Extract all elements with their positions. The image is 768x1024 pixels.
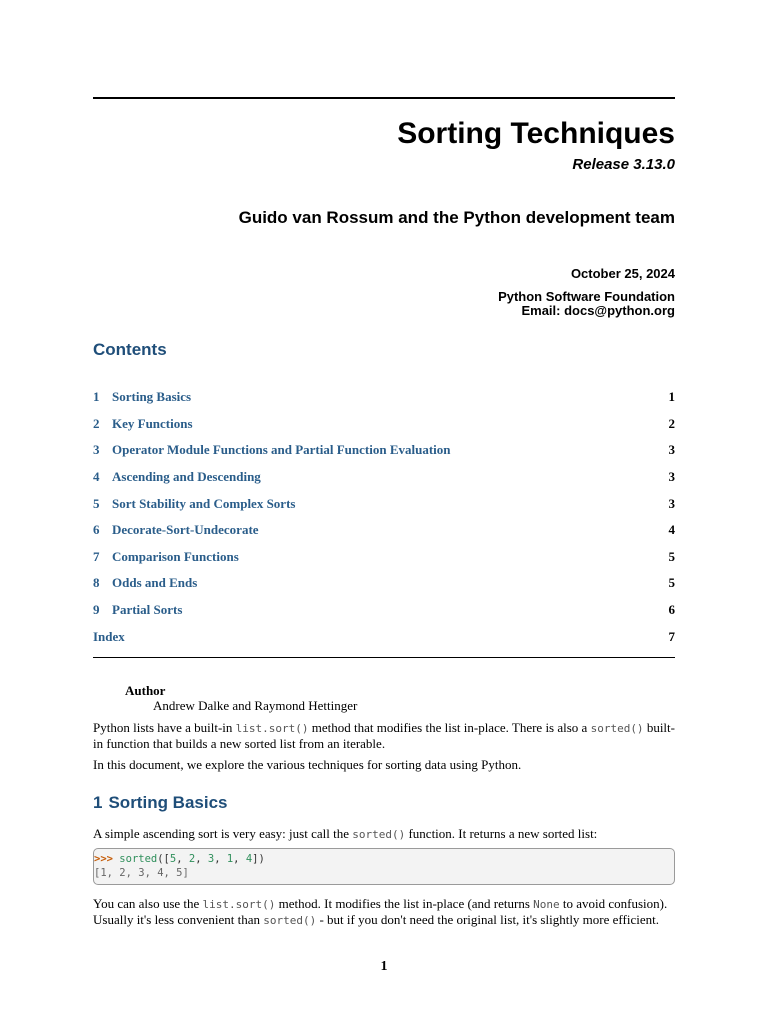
toc-item-number: 1	[93, 389, 100, 405]
toc-item-page: 3	[668, 442, 675, 458]
text-run: You can also use the	[93, 896, 203, 911]
code-prompt: >>>	[94, 853, 113, 865]
intro-paragraph-2: In this document, we explore the various techniques for sorting data using Python.	[93, 757, 522, 772]
toc-item-link[interactable]: Sorting Basics	[112, 389, 192, 405]
toc-item-link[interactable]: Key Functions	[112, 415, 193, 431]
code-punctuation: ])	[252, 853, 265, 865]
toc-item-number: 9	[93, 602, 100, 618]
code-number: 4	[245, 853, 253, 865]
toc-item-page: 4	[668, 522, 675, 538]
text-run: to avoid confusion). Usually it's less convenient than	[93, 896, 668, 927]
page-number: 1	[380, 959, 388, 974]
section-title: Sorting Basics	[108, 793, 228, 812]
toc-item-number: 2	[93, 415, 100, 431]
code-number: 3	[207, 853, 215, 865]
toc-item-page: 7	[668, 628, 675, 644]
toc-index-link[interactable]: Index	[93, 628, 125, 644]
inline-code: list.sort()	[202, 898, 276, 911]
code-example[interactable]: >>> sorted([5, 2, 3, 1, 4]) [1, 2, 3, 4, 5]	[93, 848, 675, 885]
toc-item[interactable]	[93, 490, 675, 517]
toc-item-page: 3	[668, 469, 675, 485]
toc-item-index[interactable]	[93, 623, 675, 650]
code-number: 1	[226, 853, 234, 865]
section-number: 1	[93, 793, 103, 812]
toc-item[interactable]	[93, 597, 675, 624]
toc-item-link[interactable]: Comparison Functions	[112, 548, 239, 564]
text-run: function. It returns a new sorted list:	[405, 826, 598, 841]
toc-item-link[interactable]: Ascending and Descending	[112, 469, 261, 485]
inline-code: sorted()	[590, 722, 644, 735]
toc-item-link[interactable]: Decorate-Sort-Undecorate	[112, 522, 259, 538]
code-punctuation: ([	[157, 853, 170, 865]
author-label: Author	[125, 683, 166, 698]
section-divider	[93, 657, 675, 658]
contents-heading: Contents	[93, 340, 167, 359]
intro-paragraph	[93, 720, 675, 751]
document-title: Sorting Techniques	[397, 117, 675, 150]
toc-item[interactable]	[93, 517, 675, 544]
publication-date: October 25, 2024	[570, 266, 675, 281]
toc-item-page: 5	[668, 575, 675, 591]
text-run: A simple ascending sort is very easy: just call the	[93, 826, 353, 841]
toc-item-page: 3	[668, 495, 675, 511]
text-run: - but if you don't need the original list, it's slightly more efficient.	[316, 912, 659, 927]
toc-item-page: 1	[668, 389, 675, 405]
text-run: Python lists have a built-in	[93, 720, 236, 735]
code-function: sorted	[119, 853, 158, 865]
toc-item-link[interactable]: Partial Sorts	[112, 602, 183, 618]
toc-item[interactable]	[93, 464, 675, 491]
toc-item-page: 5	[668, 548, 675, 564]
toc-item-number: 4	[93, 469, 100, 485]
authors-line: Guido van Rossum and the Python development team	[238, 208, 675, 227]
table-of-contents	[93, 384, 675, 650]
code-number: 2	[188, 853, 196, 865]
toc-item[interactable]	[93, 384, 675, 411]
toc-item-number: 8	[93, 575, 100, 591]
text-run: built-in function that builds a new sorted list from an iterable.	[93, 720, 675, 751]
inline-code: None	[533, 898, 560, 911]
inline-code: sorted()	[263, 914, 317, 927]
inline-code: list.sort()	[235, 722, 309, 735]
toc-item-number: 3	[93, 442, 100, 458]
text-run: method. It modifies the list in-place (and returns	[275, 896, 534, 911]
toc-item-number: 7	[93, 548, 100, 564]
text-run: method that modifies the list in-place. There is also a	[308, 720, 591, 735]
toc-item-link[interactable]: Odds and Ends	[112, 575, 198, 591]
release-label: Release 3.13.0	[572, 156, 675, 173]
code-output: [1, 2, 3, 4, 5]	[94, 867, 189, 879]
section-paragraph-2	[93, 896, 675, 928]
publisher: Python Software Foundation	[498, 289, 675, 304]
toc-item-number: 5	[93, 495, 100, 511]
toc-item-page: 6	[668, 602, 675, 618]
toc-item-link[interactable]: Sort Stability and Complex Sorts	[112, 495, 296, 511]
section-heading	[93, 792, 228, 814]
contact-email: Email: docs@python.org	[521, 303, 675, 318]
toc-item-number: 6	[93, 522, 100, 538]
toc-item-page: 2	[668, 415, 675, 431]
toc-item[interactable]	[93, 570, 675, 597]
top-rule	[93, 97, 675, 99]
toc-item[interactable]	[93, 411, 675, 438]
inline-code: sorted()	[352, 828, 406, 841]
toc-item[interactable]	[93, 544, 675, 571]
toc-item[interactable]	[93, 437, 675, 464]
toc-item-link[interactable]: Operator Module Functions and Partial Function Evaluation	[112, 442, 451, 458]
section-paragraph	[93, 826, 675, 842]
author-names: Andrew Dalke and Raymond Hettinger	[153, 698, 358, 713]
document-page	[93, 0, 675, 1024]
code-number: 5	[169, 853, 177, 865]
